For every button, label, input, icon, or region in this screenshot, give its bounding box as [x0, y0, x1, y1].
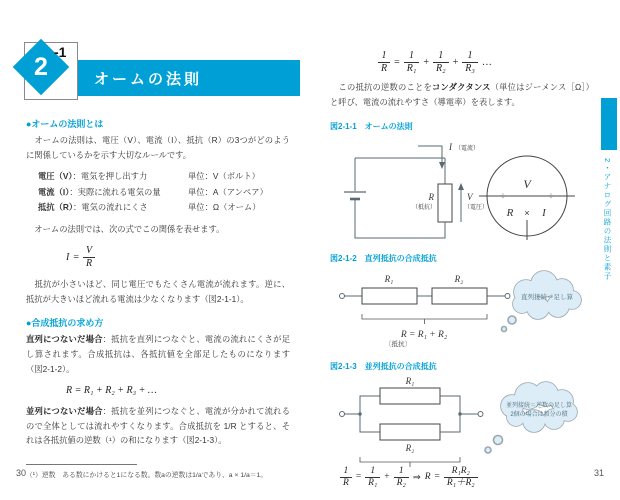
- cloud-parallel-note: [485, 382, 577, 453]
- resistor-r2: [380, 424, 440, 440]
- circle-i: I: [542, 206, 546, 219]
- terminal-right: [478, 411, 483, 416]
- paragraph-formula-intro: オームの法則では、次の式でこの関係を表せます。: [26, 224, 225, 235]
- section-header: [8, 36, 308, 108]
- paragraph-conductance: この抵抗の逆数のことをコンダクタンス（単位はジーメンス［Ω］）と呼び、電流の流れやすさ（導電率）を表します。: [330, 82, 594, 107]
- cloud-tail-bubble: [508, 316, 516, 324]
- svg-text:（電流）: （電流）: [455, 145, 480, 152]
- cloud-tail-bubble: [485, 447, 491, 453]
- figure1-caption: 図2-1-1 オームの法則: [330, 121, 413, 131]
- ohms-law-formula: I = $\frac{V}{R}$: [66, 245, 290, 269]
- definition-voltage: 電圧（V）：電気を押し出す力 単位：V（ボルト）: [38, 170, 260, 181]
- paragraph-intro: オームの法則は、電圧（V）、電流（I）、抵抗（R）の3つがどのように関係しているかを示す大切なルールです。: [26, 135, 290, 160]
- svg-text:2個の場合は和分の積: 2個の場合は和分の積: [510, 411, 568, 418]
- circle-r: R: [506, 206, 514, 219]
- page-number-left: 30: [16, 468, 27, 478]
- multiply-sign: ×: [524, 207, 530, 218]
- definition-resistance: 抵抗（R）：電気の流れにくさ 単位：Ω（オーム）: [38, 202, 261, 213]
- chapter-side-tab: [600, 98, 618, 281]
- paragraph-parallel: 並列につないだ場合：抵抗を並列につなぐと、電流が分かれて流れるので全体としては流れやすくなります。合成抵抗を 1/R とすると、それは各抵抗値の逆数（¹）の和になります（図2-1-3）。: [26, 405, 290, 446]
- svg-text:（電圧）: （電圧）: [464, 204, 489, 211]
- svg-text:（抵抗）: （抵抗）: [411, 204, 436, 211]
- chapter-number: 2: [34, 52, 48, 81]
- series-sum-formula: R = R₁ + R₂: [400, 329, 448, 340]
- svg-text:〔抵抗〕: 〔抵抗〕: [385, 340, 411, 348]
- chapter-tab-marker: [601, 98, 617, 150]
- definition-current: 電流（I）：実際に流れる電気の量 単位：A（アンペア）: [38, 186, 268, 197]
- series-formula: R = R₁ + R₂ + R₃ + …: [66, 384, 157, 396]
- resistor-r1: [380, 388, 440, 404]
- figure3-caption: 図2-1-3 並列抵抗の合成抵抗: [330, 361, 437, 371]
- cloud-series-note: [502, 271, 582, 332]
- chapter-tab-label: 2・アナログ回路の法則と素子: [603, 158, 612, 281]
- heading-ohms-law: ●オームの法則とは: [26, 119, 104, 129]
- figure1-ohms-law-diagram: [330, 134, 590, 242]
- resistance-label: R: [428, 191, 434, 202]
- resistor-symbol: [438, 184, 452, 222]
- r1-label: R₁: [384, 273, 394, 284]
- footnote-reciprocal: （¹）逆数 ある数にかけると1になる数。数aの逆数は1/aであり、a × 1/a＝1。: [26, 472, 268, 480]
- current-arrow: [418, 146, 442, 163]
- paragraph-resistance-effect: 抵抗が小さいほど、同じ電圧でもたくさん電流が流れます。逆に、抵抗が大きいほど流れる電流は少なくなります（図2-1-1）。: [26, 279, 290, 304]
- terminal-left: [340, 293, 345, 298]
- resistor-r2: [432, 288, 487, 304]
- right-page: [312, 36, 612, 488]
- circle-v: V: [523, 176, 531, 191]
- r1-label: R₁: [405, 375, 415, 386]
- section-number: -1: [54, 44, 67, 60]
- title-banner: [68, 60, 300, 96]
- left-page: [8, 36, 308, 482]
- voltage-label: V: [467, 191, 473, 202]
- parallel-result-formula: $\frac{1}{R}$ = $\frac{1}{\text{R₁}}$ + $\frac{1}{\text{R₂}}$ ⇒ R = $\frac{\text{R₁R₂}}{\text{R₁＋R₂}}$: [340, 466, 594, 489]
- paragraph-series: 直列につないだ場合：抵抗を直列につなぐと、電流の流れにくさが足し算されます。合成抵抗は、各抵抗値を全部足したものになります（図2-1-2）。: [26, 333, 290, 374]
- cloud-tail-bubble: [502, 326, 507, 331]
- heading-composite-resistance: ●合成抵抗の求め方: [26, 317, 104, 328]
- svg-text:並列接続＝逆数の足し算: 並列接続＝逆数の足し算: [505, 402, 573, 409]
- figure3-parallel-diagram: [330, 374, 590, 470]
- current-label: I: [449, 141, 452, 152]
- terminal-right: [505, 293, 510, 298]
- underbrace: [362, 314, 487, 324]
- cloud-tail-bubble: [494, 435, 503, 444]
- page-number-right: 31: [593, 468, 604, 478]
- definition-list: [38, 169, 290, 216]
- figure2-series-diagram: [330, 266, 590, 350]
- divide-left: ÷: [500, 190, 506, 201]
- figure2-caption: 図2-1-2 直列抵抗の合成抵抗: [330, 253, 437, 263]
- r2-label: R₂: [405, 442, 415, 453]
- r2-label: R₂: [454, 273, 464, 284]
- resistor-r1: [362, 288, 417, 304]
- implies-arrow: ⇒: [412, 472, 421, 483]
- svg-text:直列接続＝足し算: 直列接続＝足し算: [521, 293, 573, 301]
- terminal-left: [340, 411, 345, 416]
- parallel-reciprocal-formula: $\frac{1}{R}$ = $\frac{1}{\text{R₁}}$ + $\frac{1}{\text{R₂}}$ + $\frac{1}{\text{R₃}}$ …: [378, 50, 594, 74]
- footnote-rule: [26, 464, 137, 465]
- page-title: オームの法則: [94, 70, 203, 88]
- divide-right: ÷: [548, 190, 554, 201]
